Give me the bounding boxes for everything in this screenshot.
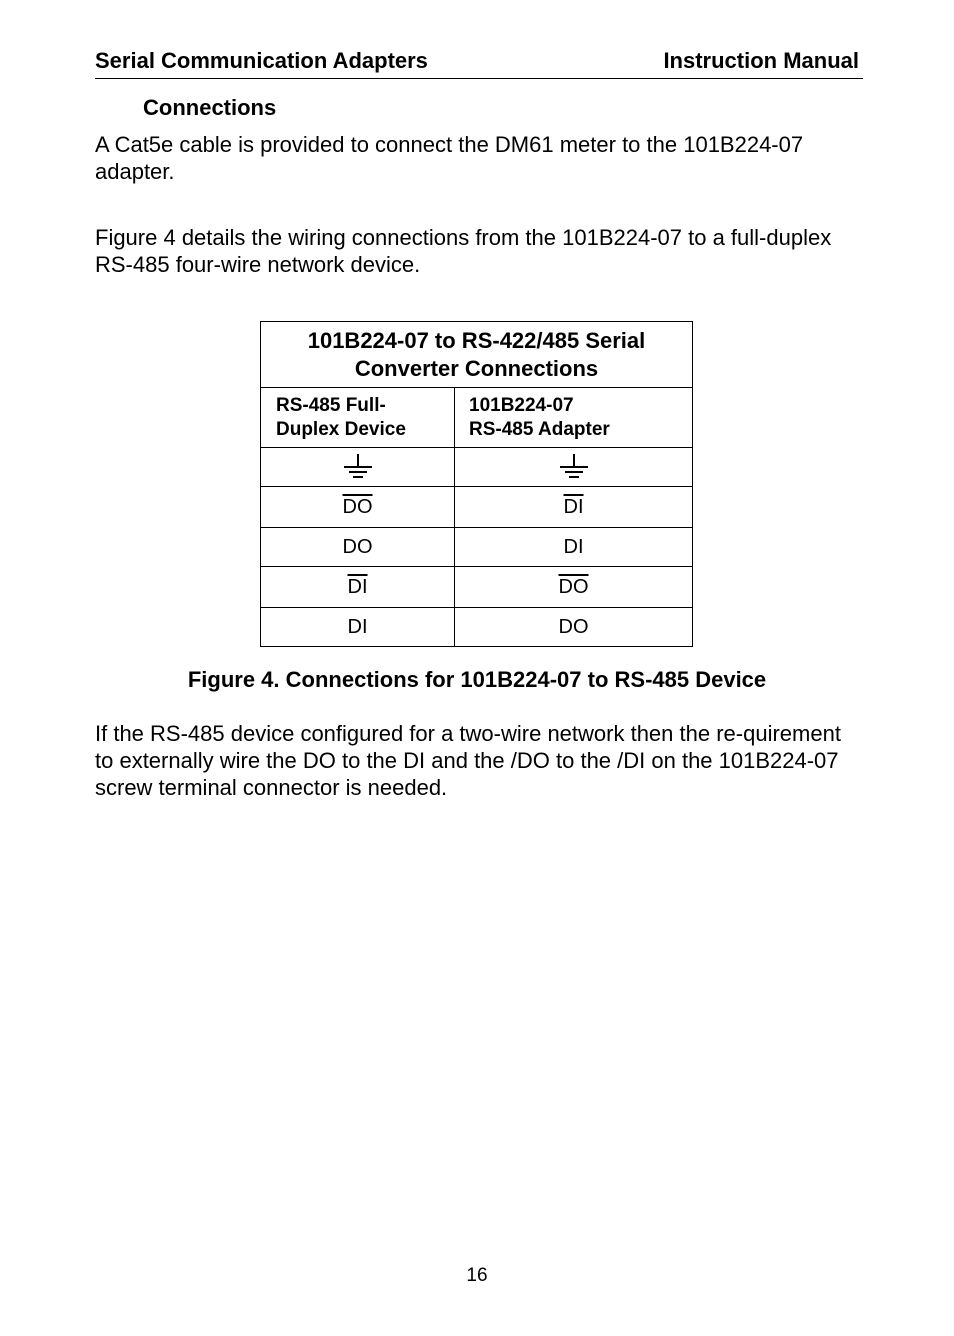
table-row bbox=[261, 487, 693, 528]
table-row bbox=[261, 528, 693, 567]
signal-cell-device bbox=[261, 528, 455, 567]
table-title-line1: 101B224-07 to RS-422/485 Serial bbox=[307, 327, 646, 353]
column-header-device-line1: RS-485 Full- bbox=[276, 394, 386, 416]
signal-cell-adapter bbox=[455, 487, 693, 528]
signal-inverted: $\overline{DO}$ bbox=[558, 575, 589, 598]
column-header-adapter-line2: RS-485 Adapter bbox=[469, 418, 610, 440]
signal-inverted: $\overline{DO}$ bbox=[342, 495, 373, 518]
ground-icon bbox=[557, 452, 591, 482]
signal-cell-device bbox=[261, 608, 455, 647]
page-number: 16 bbox=[466, 1265, 488, 1286]
table-row bbox=[261, 567, 693, 608]
signal-inverted: $\overline{DI}$ bbox=[347, 575, 368, 598]
signal: DO bbox=[558, 615, 589, 638]
ground-cell-device bbox=[261, 448, 455, 487]
connections-table bbox=[260, 321, 693, 647]
column-header-device-line2: Duplex Device bbox=[276, 418, 406, 440]
ground-icon bbox=[341, 452, 375, 482]
signal: DI bbox=[563, 535, 584, 558]
column-header-device bbox=[261, 388, 455, 448]
header-manual-label: Instruction Manual bbox=[663, 48, 859, 73]
page-header bbox=[95, 46, 863, 79]
signal-cell-device bbox=[261, 567, 455, 608]
signal-inverted: $\overline{DI}$ bbox=[563, 495, 584, 518]
ground-cell-adapter bbox=[455, 448, 693, 487]
paragraph-figure-ref: Figure 4 details the wiring connections from the 101B224-07 to a full-duplex RS-485 four-wire network device. bbox=[95, 225, 832, 277]
section-title: Connections bbox=[143, 95, 277, 120]
header-title: Serial Communication Adapters bbox=[95, 48, 428, 73]
signal-cell-adapter bbox=[455, 567, 693, 608]
paragraph-two-wire: If the RS-485 device configured for a two-wire network then the re-quirement to externally wire the DO to the DI and the /DO to the /DI on the 101B224-07 screw terminal connector is needed. bbox=[95, 721, 841, 800]
signal-cell-adapter bbox=[455, 528, 693, 567]
figure-caption: Figure 4. Connections for 101B224-07 to RS-485 Device bbox=[187, 667, 767, 692]
table-row bbox=[261, 608, 693, 647]
signal: DI bbox=[347, 615, 368, 638]
table-title bbox=[261, 322, 693, 388]
column-header-adapter bbox=[455, 388, 693, 448]
signal-cell-device bbox=[261, 487, 455, 528]
paragraph-cable: A Cat5e cable is provided to connect the DM61 meter to the 101B224-07 adapter. bbox=[95, 132, 804, 184]
table-row-ground bbox=[261, 448, 693, 487]
signal: DO bbox=[342, 535, 373, 558]
table-title-line2: Converter Connections bbox=[354, 355, 599, 381]
signal-cell-adapter bbox=[455, 608, 693, 647]
column-header-adapter-line1: 101B224-07 bbox=[469, 394, 574, 416]
